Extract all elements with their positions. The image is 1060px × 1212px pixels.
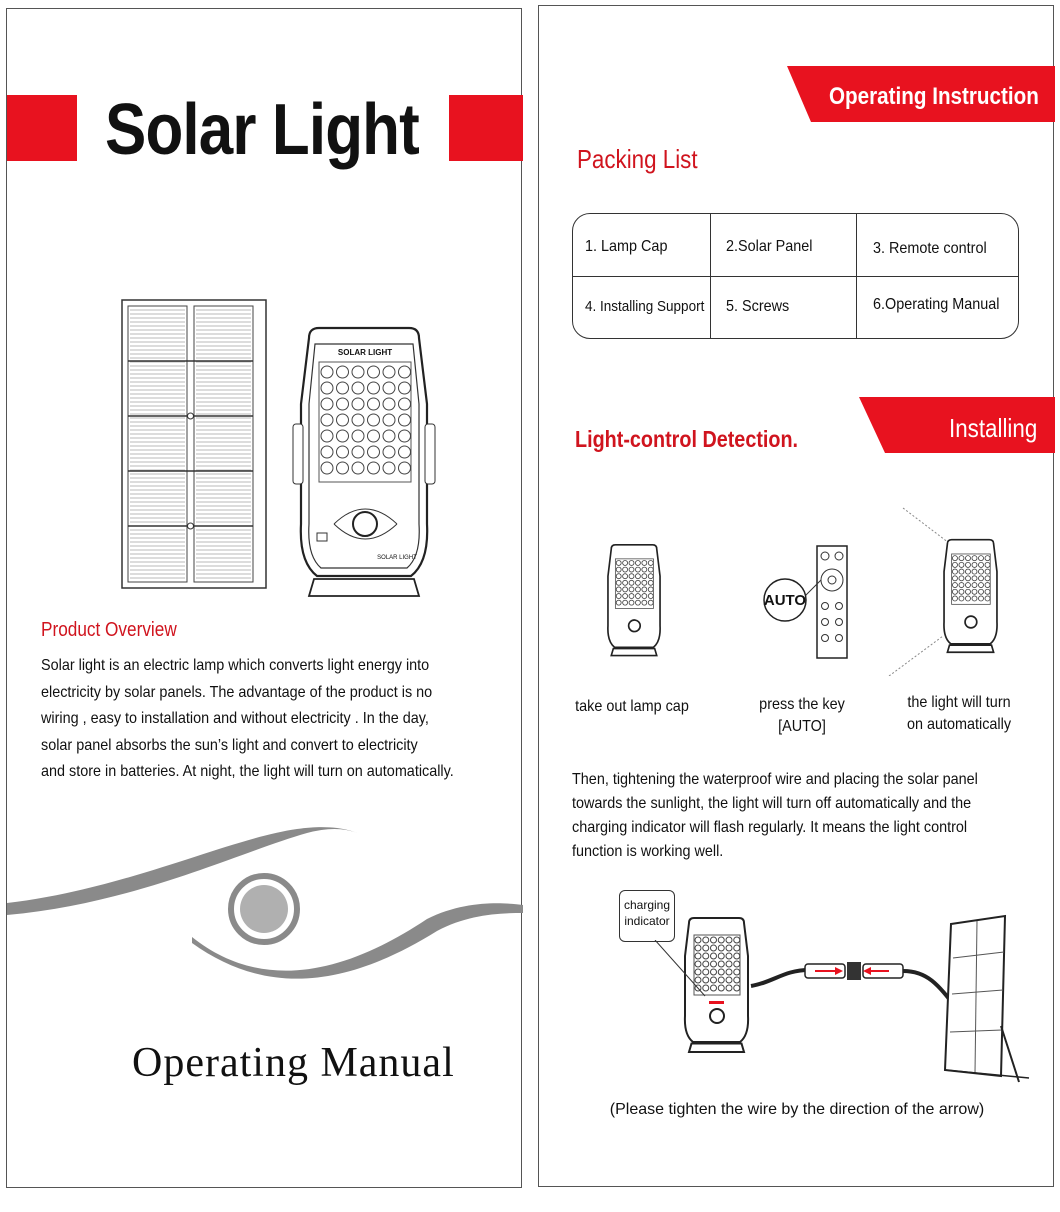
packing-list-table [572,213,1019,339]
step-caption: the light will turn on automatically [906,694,1012,733]
packing-item: 3. Remote control [873,240,987,257]
installation-paragraph: Then, tightening the waterproof wire and placing the solar panel towards the sunlight, the light will turn off automatically and the charging indicator will flash regularly. It means the light control function is working well. [572,771,978,860]
solar-panel-illustration [121,299,267,589]
packing-item: 6.Operating Manual [873,296,1000,313]
operating-instruction-tab: Operating Instruction [829,83,1039,110]
manual-title: Operating Manual [132,1040,455,1086]
step-caption: press the key [AUTO] [759,696,845,735]
lamp-on-step-illustration [883,504,1003,676]
lamp-illustration [289,324,439,604]
page-title: Solar Light [105,90,419,170]
packing-item: 4. Installing Support [585,298,705,315]
auto-label: AUTO [763,592,807,609]
step-caption: take out lamp cap [575,698,689,715]
packing-item: 5. Screws [726,298,790,315]
lamp-cap-step-illustration [603,539,665,663]
title-bar-right [449,95,523,161]
installing-tab: Installing [949,413,1038,443]
remote-control-illustration [761,544,871,660]
lamp-brand-label: SOLAR LIGHT [337,348,393,357]
lamp-small-label: SOLAR LIGHT [377,555,417,561]
charging-indicator-callout: charging indicator [619,890,675,942]
table-divider [573,276,1018,277]
packing-item: 1. Lamp Cap [585,238,668,255]
eye-wave-decoration [7,819,523,999]
packing-list-heading: Packing List [577,144,698,174]
wire-note: (Please tighten the wire by the direction of the arrow) [609,1101,985,1118]
title-bar-left [7,95,77,161]
overview-text: Solar light is an electric lamp which converts light energy into electricity by solar panels. The advantage of the product is no wiring , easy to installation and without electricity . In the day, solar panel absorbs the sun’s light and convert to electricity and store in batteries. At night, the light will turn on automatically. [41,657,454,780]
light-control-heading: Light-control Detection. [575,426,799,452]
cover-page [6,8,522,1188]
callout-pointer [649,940,709,1000]
instructions-page [538,5,1054,1187]
packing-item: 2.Solar Panel [726,238,813,255]
overview-heading: Product Overview [41,619,177,641]
